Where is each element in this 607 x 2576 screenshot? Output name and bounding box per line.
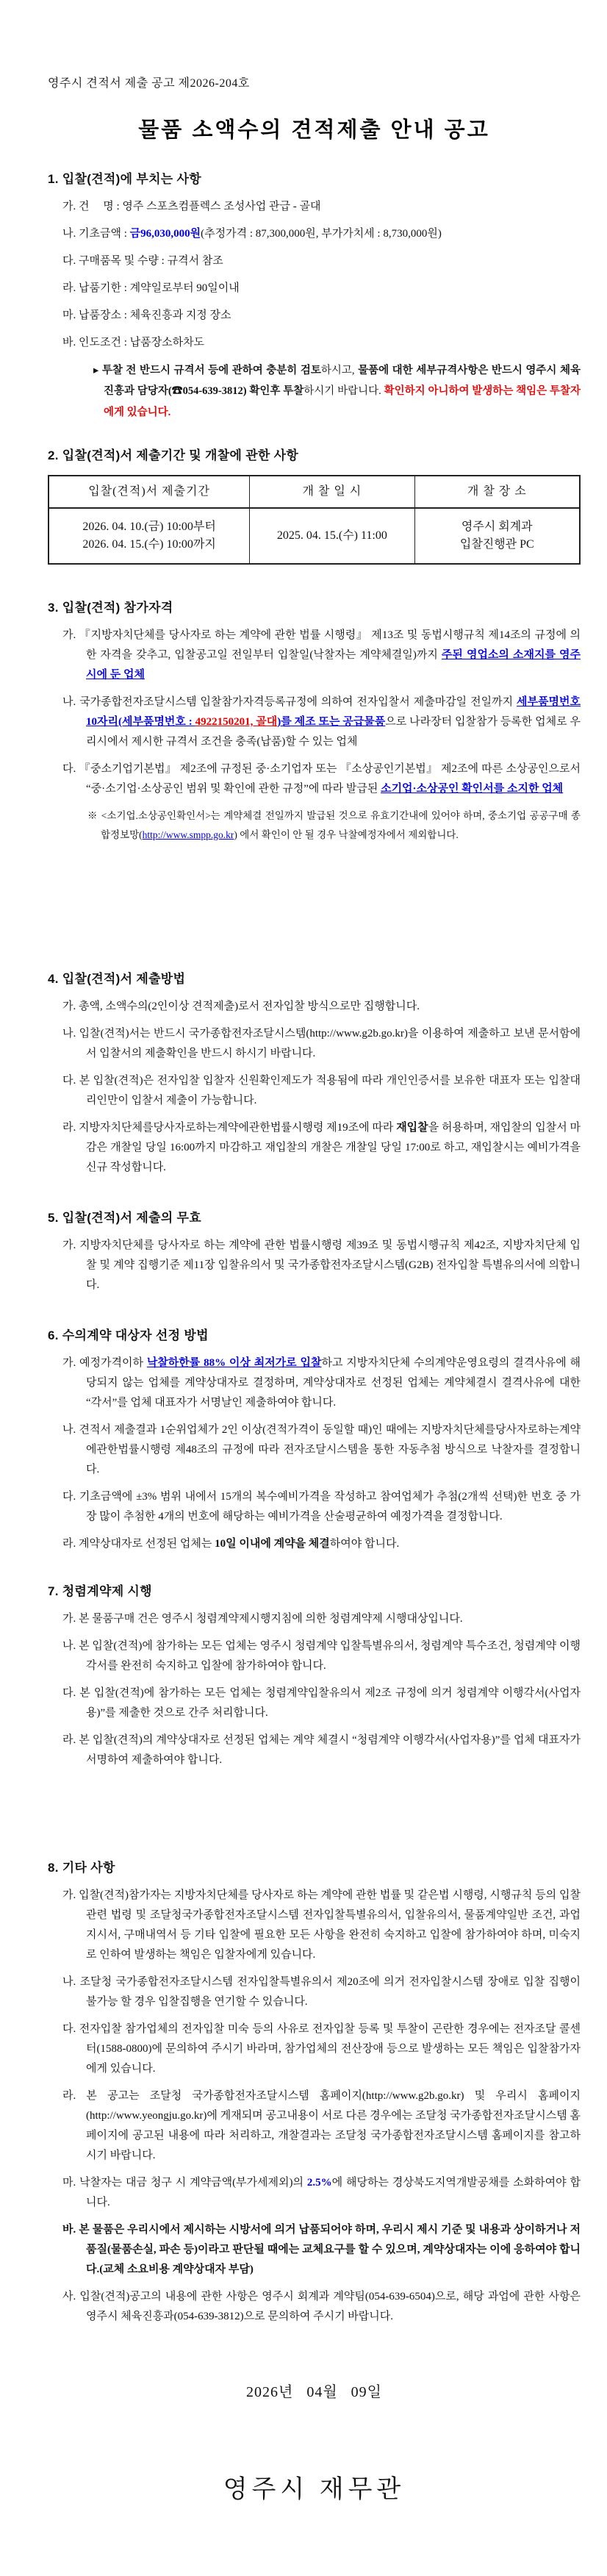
s1-item-delivery-deadline: 라. 납품기한 : 계약일로부터 90일이내 [62, 282, 240, 294]
s4-item-d [48, 1118, 581, 1178]
opening-place-line2: 입찰진행관 PC [459, 537, 534, 551]
announcement-date: 2026년 04월 09일 [246, 2384, 382, 2401]
s6-item-a [48, 1353, 581, 1413]
doc-number: 영주시 견적서 제출 공고 제2026-204호 [48, 77, 250, 90]
s3-item-c [48, 759, 581, 799]
s4-item-c: 다. 본 입찰(견적)은 전자입찰 입찰자 신원확인제도가 적용됨에 따라 개인인증서를 보유한 대표자 또는 입찰대리인만이 입찰서 제출이 가능합니다. [62, 1075, 581, 1107]
s4-d-text-1: 라. 지방자치단체를당사자로하는계약에관한법률시행령 제19조에 따라 [62, 1122, 397, 1134]
section-invalid-submission [48, 1207, 581, 1295]
s1-warning-note [48, 360, 581, 423]
opening-place-line1: 영주시 회계과 [461, 520, 533, 533]
cell-opening-datetime: 2025. 04. 15.(수) 11:00 [250, 508, 414, 564]
s8-item-d: 라. 본 공고는 조달청 국가종합전자조달시스템 홈페이지(http://www.g2b.go.kr) 및 우리시 홈페이지 (http://www.yeongju.go.kr)에 게재되며 공고내용이 서로 다른 경우에는 조달청 국가종합전자조달시스템 홈페이지에 공고된 내용에 따라 처리하고, 개찰결과는 조달청 국가종합전자조달시스템 홈페이지를 참고하시기 바랍니다. [62, 2090, 581, 2162]
page-title: 물품 소액수의 견적제출 안내 공고 [138, 118, 490, 142]
table-header-row [49, 476, 580, 508]
section-1-heading: 1. 입찰(견적)에 부치는 사항 [48, 172, 201, 186]
s1-note-regular-2: 하시기 바랍니다. [304, 385, 384, 398]
s1-note-bold-2: 물품에 대한 세부규격사항은 반드시 영주시 체육진흥과 담당자(☎054-639-3812) 확인후 투찰 [104, 365, 581, 398]
s3-a-local-business-requirement: 주된 영업소의 소재지를 영주시에 둔 업체 [86, 648, 581, 681]
smpp-url-link[interactable]: http://www.smpp.go.kr [142, 829, 234, 841]
submission-period-from: 2026. 04. 10.(금) 10:00부터 [82, 520, 216, 533]
s6-d-text-2: 하여야 합니다. [329, 1538, 400, 1550]
s6-a-text-2: 하고 지방자치단체 수의계약운영요령의 결격사유에 해당되지 않는 업체를 계약상대자로 결정하며, 계약상대자로 선정된 업체는 계약체결시 결격사유에 대한 “각서”를 업체 대표자가 서명날인 제출하여야 합니다. [86, 1357, 581, 1409]
s8-item-f: 바. 본 물품은 우리시에서 제시하는 시방서에 의거 납품되어야 하며, 우리시 제시 기준 및 내용과 상이하거나 저 품질(물품손실, 파손 등)이라고 판단될 때에는 교체요구를 할 수 있으며, 계약상대자는 이에 응하여야 합니다.(교체 소요비용 계약상대자 부담) [62, 2224, 581, 2276]
col-header-opening-place: 개 찰 장 소 [414, 476, 580, 508]
col-header-opening-datetime: 개 찰 일 시 [250, 476, 414, 508]
section-eligibility [48, 597, 581, 845]
col-header-submission-period: 입찰(견적)서 제출기간 [49, 476, 250, 508]
s3-note-text-1: ※ <소기업.소상공인확인서>는 계약체결 전일까지 발급된 것으로 유효기간내에 있어야 하며, 중소기업 공공구매 종합정보망( [87, 809, 581, 841]
submission-period-to: 2026. 04. 15.(수) 10:00까지 [82, 537, 216, 551]
s4-d-rebid-keyword: 재입찰 [396, 1122, 428, 1134]
s3-b-item-number-value: 4922150201, 골대 [195, 715, 278, 728]
s1-note-red-warning: 확인하지 아니하여 발생하는 책임은 투찰자에게 있습니다. [104, 385, 581, 418]
s8-e-text-1: 마. 낙찰자는 대금 청구 시 계약금액(부가세제외)의 [62, 2177, 307, 2189]
s3-b-item-number-label: 세부품명번호 10자리(세부품명번호 : [86, 695, 581, 728]
section-7-heading: 7. 청렴계약제 시행 [48, 1584, 152, 1599]
issuer-title: 영주시 재무관 [223, 2476, 406, 2504]
s1-item-delivery-terms: 바. 인도조건 : 납품장소하차도 [62, 337, 205, 348]
s3-item-a [48, 626, 581, 685]
s3-c-certificate-requirement: 소기업·소상공인 확인서를 소지한 업체 [381, 782, 564, 795]
s6-item-c: 다. 기초금액에 ±3% 범위 내에서 15개의 복수예비가격을 작성하고 참여업체가 추첨(2개씩 선택)한 번호 중 가장 많이 추첨한 4개의 번호에 해당하는 예비가격을 산술평균하여 예정가격을 결정합니다. [62, 1491, 581, 1523]
s8-item-b: 나. 조달청 국가종합전자조달시스템 전자입찰특별유의서 제20조에 의거 전자입찰시스템 장애로 입찰 집행이 불가능 할 경우 입찰집행을 연기할 수 있습니다. [62, 1976, 581, 2008]
s1-note-bold-1: 투찰 전 반드시 규격서 등에 관하여 충분히 검토 [101, 365, 321, 376]
s1-item-name: 가. 건 명 : 영주 스포츠컴플렉스 조성사업 관급 - 골대 [62, 201, 321, 212]
section-submission-period [48, 445, 581, 565]
section-2-heading: 2. 입찰(견적)서 제출기간 및 개찰에 관한 사항 [48, 448, 299, 462]
section-contractor-selection [48, 1325, 581, 1554]
section-integrity-contract [48, 1581, 581, 1770]
s3-a-text: 가. 『지방자치단체를 당사자로 하는 계약에 관한 법률 시행령』 제13조 및 동법시행규칙 제14조의 규정에 의한 자격을 갖추고, 입찰공고일 전일부터 입찰일(낙찰자는 계약체결일)까지 [62, 629, 581, 661]
s8-e-bond-rate: 2.5% [306, 2177, 332, 2189]
s8-item-g: 사. 입찰(견적)공고의 내용에 관한 사항은 영주시 회계과 계약팀(054-639-6504)으로, 해당 과업에 관한 사항은 영주시 체육진흥과(054-639-3812)으로 문의하여 주시기 바랍니다. [62, 2291, 581, 2323]
s3-b-text-1: 나. 국가종합전자조달시스템 입찰참가자격등록규정에 의하여 전자입찰서 제출마감일 전일까지 [62, 695, 517, 708]
s6-item-d [48, 1534, 581, 1554]
s7-item-b: 나. 본 입찰(견적)에 참가하는 모든 업체는 영주시 청렴계약 입찰특별유의서, 청렴계약 특수조건, 청렴계약 이행각서를 완전히 숙지하고 입찰에 참가하여야 합니다. [62, 1640, 581, 1672]
s3-b-supply-goods: )를 제조 또는 공급물품 [277, 715, 386, 728]
s7-item-a: 가. 본 물품구매 건은 영주시 청렴계약제시행지침에 의한 청렴계약제 시행대상입니다. [62, 1613, 463, 1625]
s3-reference-note [48, 806, 581, 845]
cell-opening-place [414, 508, 580, 564]
s8-item-c: 다. 전자입찰 참가업체의 전자입찰 미숙 등의 사유로 전자입찰 등록 및 투찰이 곤란한 경우에는 전자조달 콜센터(1588-0800)에 문의하여 주시기 바라며, 참가업체의 전산장애 등으로 발생하는 모든 책임은 입찰참가자에게 있습니다. [62, 2023, 581, 2075]
s3-b-text-2: 으로 나라장터 입찰참가 등록한 업체로 우리시에서 제시한 규격서 조건을 충족(납품)할 수 있는 업체 [86, 715, 581, 748]
section-other-matters [48, 1857, 581, 2327]
s6-a-lower-limit-rate: 낙찰하한률 88% 이상 최저가로 입찰 [146, 1357, 322, 1370]
s7-item-d: 라. 본 입찰(견적)의 계약상대자로 선정된 업체는 계약 체결시 “청렴계약 이행각서(사업자용)”를 업체 대표자가 서명하여 제출하여야 합니다. [62, 1734, 581, 1767]
s8-item-e [48, 2173, 581, 2213]
note-bullet-icon: ▸ [93, 365, 102, 376]
section-submission-method [48, 968, 581, 1178]
table-row [49, 508, 580, 564]
cell-submission-period [49, 508, 250, 564]
s3-note-text-2: ) 에서 확인이 안 될 경우 낙찰예정자에서 제외합니다. [234, 829, 459, 841]
s6-a-text-1: 가. 예정가격이하 [62, 1357, 147, 1370]
s6-d-text-1: 라. 계약상대자로 선정된 업체는 [62, 1538, 215, 1550]
section-4-heading: 4. 입찰(견적)서 제출방법 [48, 972, 186, 987]
s1-item-purchase-items: 다. 구매품목 및 수량 : 규격서 참조 [62, 255, 223, 267]
s4-item-a: 가. 총액, 소액수의(2인이상 견적제출)로서 전자입찰 방식으로만 집행합니다. [62, 1001, 420, 1013]
s5-item-a: 가. 지방자치단체를 당사자로 하는 계약에 관한 법률시행령 제39조 및 동법시행규칙 제42조, 지방자치단체 입찰 및 계약 집행기준 제11장 입찰유의서 및 국가종합전자조달시스템(G2B) 전자입찰 특별유의서에 의합니다. [62, 1239, 581, 1292]
section-5-heading: 5. 입찰(견적)서 제출의 무효 [48, 1211, 201, 1226]
s1-note-regular-1: 하시고, [320, 365, 359, 376]
section-bid-matters [48, 168, 581, 423]
s7-item-c: 다. 본 입찰(견적)에 참가하는 모든 업체는 청렴계약입찰유의서 제2조 규정에 의거 청렴계약 이행각서(사업자용)”를 제출한 것으로 간주 처리합니다. [62, 1687, 581, 1720]
s6-item-b: 나. 견적서 제출결과 1순위업체가 2인 이상(견적가격이 동일할 때)인 때에는 지방자치단체를당사자로하는계약에관한법률시행령 제48조의 규정에 따라 전자조달시스템을 통한 자동추첨 방식으로 낙찰자를 결정합니다. [62, 1424, 581, 1476]
s4-item-b: 나. 입찰(견적)서는 반드시 국가종합전자조달시스템(http://www.g2b.go.kr)을 이용하여 제출하고 보낸 문서함에서 입찰서의 제출확인을 반드시 하시기 바랍니다. [62, 1028, 581, 1060]
s4-d-text-2: 을 허용하며, 재입찰의 입찰서 마감은 개찰일 당일 16:00까지 마감하고 재입찰의 개찰은 개찰일 당일 17:00로 하고, 재입찰시는 예비가격을 신규 작성합니다. [86, 1122, 581, 1174]
s1-item-base-amount [48, 224, 581, 244]
section-3-heading: 3. 입찰(견적) 참가자격 [48, 600, 173, 615]
s8-item-a: 가. 입찰(견적)참가자는 지방자치단체를 당사자로 하는 계약에 관한 법률 및 같은법 시행령, 시행규칙 등의 입찰관련 법령 및 조달청국가종합전자조달시스템 전자입찰특별유의서, 입찰유의서, 물품계약일반 조건, 과업지시서, 구매내역서 등 기타 입찰에 필요한 모든 사항을 완전히 숙지하고 입찰에 참가하여야 하며, 미숙지로 인하여 발생하는 책임은 입찰자에게 있습니다. [62, 1889, 581, 1961]
s1-base-amount-detail: (추정가격 : 87,300,000원, 부가가치세 : 8,730,000원) [201, 228, 442, 240]
bid-schedule-table [48, 475, 581, 565]
s3-item-b [48, 693, 581, 752]
section-8-heading: 8. 기타 사항 [48, 1861, 115, 1875]
s8-e-text-2: 에 해당하는 경상북도지역개발공채를 소화하여야 합니다. [86, 2177, 581, 2209]
s1-item-delivery-place: 마. 납품장소 : 체육진흥과 지정 장소 [62, 310, 231, 321]
s1-base-label: 나. 기초금액 : [62, 228, 130, 240]
s1-base-amount-value: 금96,030,000원 [129, 228, 201, 240]
section-6-heading: 6. 수의계약 대상자 선정 방법 [48, 1328, 209, 1343]
s3-c-text: 다. 『중소기업기본법』 제2조에 규정된 중·소기업자 또는 『소상공인기본법』 제2조에 따른 소상공인으로서 “중·소기업·소상공인 범위 및 확인에 관한 규정”에 따라 발급된 [62, 762, 581, 795]
s6-d-contract-deadline: 10일 이내에 계약을 체결 [215, 1538, 330, 1550]
